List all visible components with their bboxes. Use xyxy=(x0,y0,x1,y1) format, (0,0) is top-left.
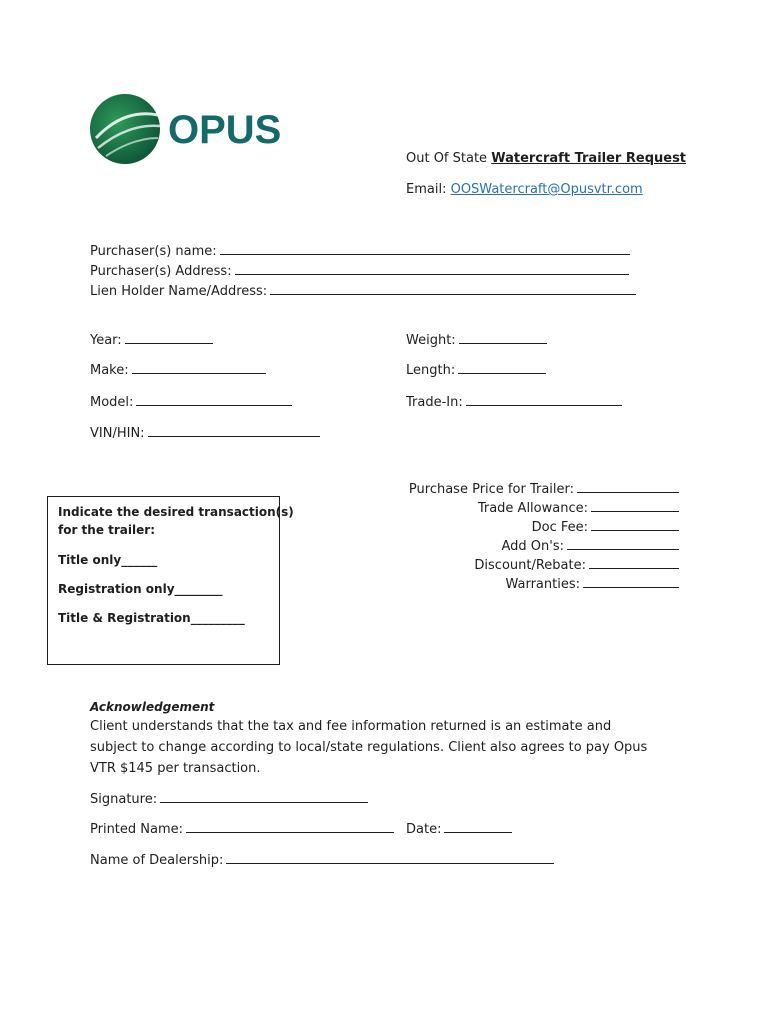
title-prefix: Out Of State xyxy=(406,151,488,166)
tradein-field[interactable] xyxy=(406,393,622,411)
trade-allowance-field[interactable] xyxy=(478,499,679,517)
length-field[interactable] xyxy=(406,361,546,379)
make-field[interactable] xyxy=(90,361,266,379)
printed-name-line[interactable] xyxy=(186,820,394,833)
title-registration-option[interactable]: Title & Registration_________ xyxy=(58,611,245,625)
add-ons-field[interactable] xyxy=(502,537,680,555)
vin-label: VIN/HIN: xyxy=(90,426,145,441)
purchaser-address-line[interactable] xyxy=(235,262,629,275)
date-line[interactable] xyxy=(444,820,512,833)
signature-label: Signature: xyxy=(90,792,158,807)
year-line[interactable] xyxy=(125,331,213,344)
tradein-label: Trade-In: xyxy=(406,395,463,410)
warranties-line[interactable] xyxy=(583,575,679,588)
length-line[interactable] xyxy=(458,361,546,374)
doc-fee-line[interactable] xyxy=(591,518,679,531)
make-line[interactable] xyxy=(132,361,266,374)
doc-fee-field[interactable] xyxy=(532,518,679,536)
length-label: Length: xyxy=(406,363,456,378)
registration-only-option[interactable]: Registration only________ xyxy=(58,582,223,596)
purchase-price-field[interactable] xyxy=(409,480,679,498)
title-bold: Watercraft Trailer Request xyxy=(491,151,687,166)
printed-name-field[interactable] xyxy=(90,820,394,838)
lien-holder-line[interactable] xyxy=(270,282,636,295)
weight-field[interactable] xyxy=(406,331,547,349)
opus-logo xyxy=(88,90,310,168)
purchaser-name-field[interactable] xyxy=(90,242,630,260)
title-only-option[interactable]: Title only______ xyxy=(58,553,158,567)
purchase-price-line[interactable] xyxy=(577,480,679,493)
date-field[interactable] xyxy=(406,820,512,838)
purchaser-name-line[interactable] xyxy=(220,242,630,255)
form-title xyxy=(406,151,686,167)
purchase-price-label: Purchase Price for Trailer: xyxy=(408,482,574,497)
year-label: Year: xyxy=(90,333,122,348)
signature-line[interactable] xyxy=(160,790,368,803)
discount-label: Discount/Rebate: xyxy=(474,558,586,573)
year-field[interactable] xyxy=(90,331,213,349)
warranties-field[interactable] xyxy=(505,575,679,593)
add-ons-label: Add On's: xyxy=(501,539,564,554)
signature-field[interactable] xyxy=(90,790,368,808)
make-label: Make: xyxy=(90,363,129,378)
tradein-line[interactable] xyxy=(466,393,622,406)
email-link[interactable]: OOSWatercraft@Opusvtr.com xyxy=(450,182,643,197)
dealership-field[interactable] xyxy=(90,851,554,869)
doc-fee-label: Doc Fee: xyxy=(531,520,588,535)
discount-line[interactable] xyxy=(589,556,679,569)
add-ons-line[interactable] xyxy=(567,537,679,550)
purchaser-address-label: Purchaser(s) Address: xyxy=(90,264,232,279)
printed-name-label: Printed Name: xyxy=(90,822,184,837)
vin-line[interactable] xyxy=(148,424,320,437)
acknowledgement-title: Acknowledgement xyxy=(90,700,215,714)
vin-field[interactable] xyxy=(90,424,320,442)
purchaser-name-label: Purchaser(s) name: xyxy=(90,244,217,259)
logo-wordmark: OPUS xyxy=(168,108,282,152)
trade-allowance-line[interactable] xyxy=(591,499,679,512)
transaction-heading-line2: for the trailer: xyxy=(58,523,155,537)
purchaser-address-field[interactable] xyxy=(90,262,629,280)
transaction-box xyxy=(47,496,294,665)
email-line xyxy=(406,182,643,198)
weight-label: Weight: xyxy=(406,333,456,348)
dealership-line[interactable] xyxy=(226,851,554,864)
warranties-label: Warranties: xyxy=(505,577,580,592)
transaction-heading-line1: Indicate the desired transaction(s) xyxy=(58,505,294,519)
weight-line[interactable] xyxy=(459,331,547,344)
lien-holder-field[interactable] xyxy=(90,282,636,300)
model-line[interactable] xyxy=(136,393,292,406)
email-label: Email: xyxy=(406,182,447,197)
dealership-label: Name of Dealership: xyxy=(90,853,224,868)
acknowledgement-body: Client understands that the tax and fee information returned is an estimate and subject to change according to local/state regulations. Client also agrees to pay Opus VTR $145 per transaction. xyxy=(90,719,648,776)
model-field[interactable] xyxy=(90,393,292,411)
lien-holder-label: Lien Holder Name/Address: xyxy=(90,284,268,299)
discount-field[interactable] xyxy=(474,556,679,574)
trade-allowance-label: Trade Allowance: xyxy=(477,501,588,516)
model-label: Model: xyxy=(90,395,134,410)
date-label: Date: xyxy=(406,822,442,837)
